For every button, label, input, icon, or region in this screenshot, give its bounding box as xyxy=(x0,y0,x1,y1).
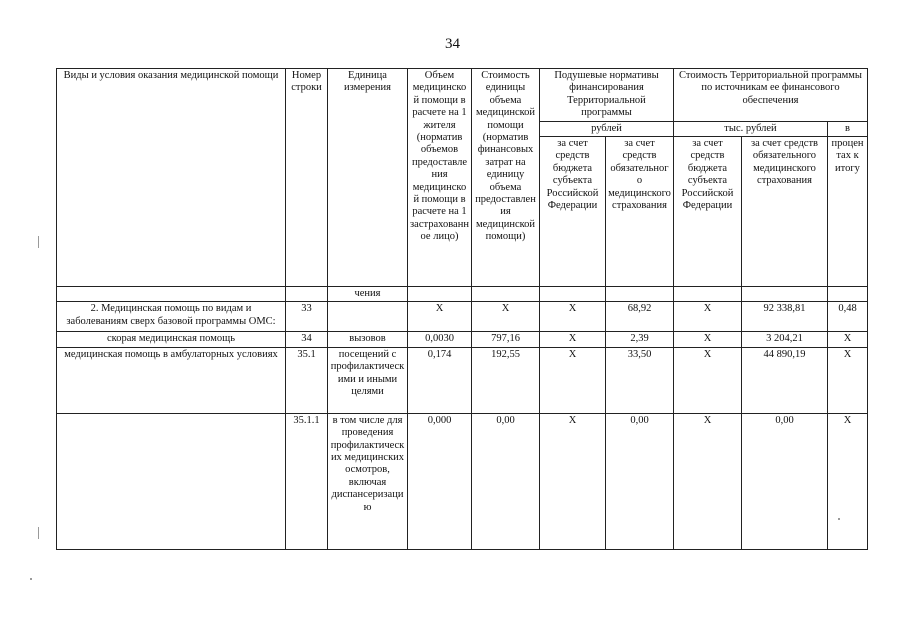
row-volume: 0,0030 xyxy=(408,332,472,347)
row-budget-per-capita: X xyxy=(540,413,606,549)
row-cost: 0,00 xyxy=(472,413,540,549)
header-budget-program: за счет средств бюджета субъекта Российской Федерации xyxy=(674,137,742,287)
header-percent: процентах к итогу xyxy=(828,137,868,287)
header-cost: Стоимость единицы объема медицинской помощи (норматив финансовых затрат на единицу объема предоставления медицинской помощи) xyxy=(472,69,540,287)
row-budget-per-capita: X xyxy=(540,347,606,413)
row-volume: 0,000 xyxy=(408,413,472,549)
table-row xyxy=(57,413,868,549)
table-row xyxy=(57,347,868,413)
row-percent: X xyxy=(828,347,868,413)
row-number: 34 xyxy=(286,332,328,347)
row-type: скорая медицинская помощь xyxy=(57,332,286,347)
row-unit: в том числе для проведения профилактических медицинских осмотров, включая диспансеризацию xyxy=(328,413,408,549)
header-per-capita-unit: рублей xyxy=(540,121,674,136)
row-unit: посещений с профилактическими и иными целями xyxy=(328,347,408,413)
table-row xyxy=(57,332,868,347)
row-number: 35.1.1 xyxy=(286,413,328,549)
row-unit xyxy=(328,302,408,332)
row-percent: X xyxy=(828,332,868,347)
row-budget-per-capita: X xyxy=(540,332,606,347)
row-type: 2. Медицинская помощь по видам и заболеваниям сверх базовой программы ОМС: xyxy=(57,302,286,332)
row-percent: X xyxy=(828,413,868,549)
header-oms-program: за счет средств обязательного медицинского страхования xyxy=(742,137,828,287)
header-volume: Объем медицинской помощи в расчете на 1 жителя (норматив объемов предоставления медицинской помощи в расчете на 1 застрахованное лицо) xyxy=(408,69,472,287)
row-number: 35.1 xyxy=(286,347,328,413)
row-number: 33 xyxy=(286,302,328,332)
header-program-cost-unit: тыс. рублей xyxy=(674,121,828,136)
header-oms-per-capita: за счет средств обязательного медицинского страхования xyxy=(606,137,674,287)
header-unit: Единица измерения xyxy=(328,69,408,287)
row-oms-program: 92 338,81 xyxy=(742,302,828,332)
row-volume: 0,174 xyxy=(408,347,472,413)
header-budget-per-capita: за счет средств бюджета субъекта Российской Федерации xyxy=(540,137,606,287)
unit-continuation: чения xyxy=(328,287,408,302)
header-type: Виды и условия оказания медицинской помощи xyxy=(57,69,286,287)
header-program-cost: Стоимость Территориальной программы по источникам ее финансового обеспечения xyxy=(674,69,868,122)
continuation-row xyxy=(57,287,868,302)
row-percent: 0,48 xyxy=(828,302,868,332)
row-budget-program: X xyxy=(674,413,742,549)
row-oms-program: 44 890,19 xyxy=(742,347,828,413)
row-oms-per-capita: 33,50 xyxy=(606,347,674,413)
row-unit: вызовов xyxy=(328,332,408,347)
row-oms-per-capita: 68,92 xyxy=(606,302,674,332)
row-cost: 797,16 xyxy=(472,332,540,347)
row-type: медицинская помощь в амбулаторных условиях xyxy=(57,347,286,413)
row-type xyxy=(57,413,286,549)
table-row xyxy=(57,302,868,332)
row-cost: X xyxy=(472,302,540,332)
row-cost: 192,55 xyxy=(472,347,540,413)
row-budget-program: X xyxy=(674,347,742,413)
row-budget-per-capita: X xyxy=(540,302,606,332)
row-oms-per-capita: 0,00 xyxy=(606,413,674,549)
row-oms-program: 3 204,21 xyxy=(742,332,828,347)
row-oms-program: 0,00 xyxy=(742,413,828,549)
header-percent-unit: в xyxy=(828,121,868,136)
financing-table xyxy=(56,68,868,550)
header-row-number: Номер строки xyxy=(286,69,328,287)
row-budget-program: X xyxy=(674,332,742,347)
row-oms-per-capita: 2,39 xyxy=(606,332,674,347)
row-budget-program: X xyxy=(674,302,742,332)
header-row-top xyxy=(57,69,868,122)
page-number: 34 xyxy=(445,36,460,52)
header-per-capita: Подушевые нормативы финансирования Территориальной программы xyxy=(540,69,674,122)
row-volume: X xyxy=(408,302,472,332)
